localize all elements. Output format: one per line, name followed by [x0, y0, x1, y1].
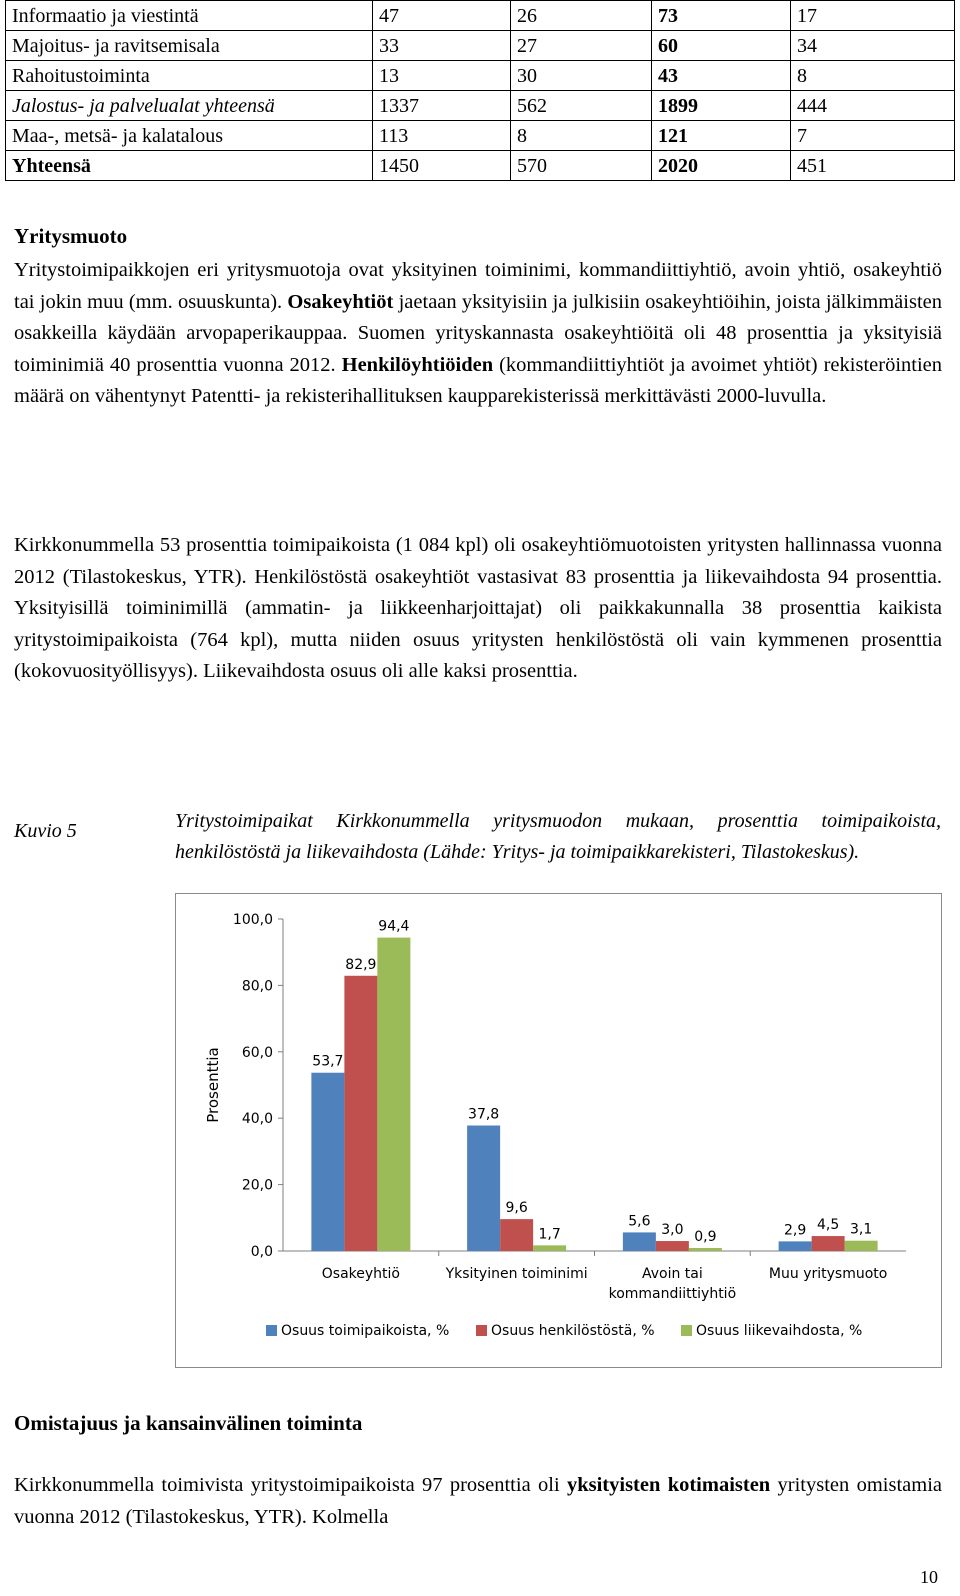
table-row [6, 61, 955, 91]
bar [779, 1241, 812, 1251]
table-cell-a: 13 [373, 61, 511, 91]
table-row [6, 121, 955, 151]
table-cell-total: 121 [652, 121, 791, 151]
table-cell-b: 30 [511, 61, 652, 91]
paragraph-yritysmuoto [14, 255, 942, 413]
table-cell-name: Rahoitustoiminta [6, 61, 373, 91]
bar [311, 1073, 344, 1251]
table-row [6, 31, 955, 61]
y-tick-label: 80,0 [241, 978, 273, 995]
table-row [6, 1, 955, 31]
table-cell-name: Informaatio ja viestintä [6, 1, 373, 31]
legend-label: Osuus henkilöstöstä, % [491, 1323, 655, 1339]
bar [344, 976, 377, 1251]
legend-label: Osuus toimipaikoista, % [281, 1323, 450, 1339]
paragraph-omistajuus [14, 1470, 942, 1533]
bar [377, 938, 410, 1251]
paragraph-bold-term: Henkilöyhtiöiden [341, 353, 494, 376]
bar-data-label: 53,7 [312, 1053, 344, 1070]
bar-data-label: 1,7 [538, 1226, 561, 1243]
table-cell-a: 33 [373, 31, 511, 61]
bar [656, 1241, 689, 1251]
table-cell-b: 27 [511, 31, 652, 61]
chart-canvas [176, 894, 943, 1369]
paragraph-text: yritysten omistamia vuonna 2012 (Tilastokeskus, YTR). Kolmella [14, 1474, 942, 1528]
bar-data-label: 4,5 [816, 1217, 840, 1234]
x-category-label: Avoin tai [641, 1266, 703, 1282]
bar-data-label: 0,9 [694, 1229, 717, 1246]
bar-data-label: 3,1 [849, 1221, 873, 1238]
bar-data-label: 3,0 [661, 1222, 684, 1239]
bar-data-label: 94,4 [378, 918, 410, 935]
bar [845, 1241, 878, 1251]
table-row [6, 91, 955, 121]
x-category-label: Osakeyhtiö [321, 1266, 400, 1282]
paragraph-text: Yritystoimipaikkojen eri yritysmuotoja ovat yksityinen toiminimi, kommandiittiyhtiö, avoin yhtiö, osakeyhtiö tai jokin muu (mm. osuuskunta). [14, 259, 942, 313]
table-cell-total: 2020 [652, 151, 791, 181]
section-heading-omistajuus: Omistajuus ja kansainvälinen toiminta [14, 1411, 363, 1435]
table-cell-d: 7 [791, 121, 955, 151]
table-row [6, 151, 955, 181]
bar-data-label: 2,9 [783, 1222, 807, 1239]
y-tick-label: 20,0 [241, 1177, 273, 1194]
table-cell-name: Maa-, metsä- ja kalatalous [6, 121, 373, 151]
bar-chart [175, 893, 942, 1368]
paragraph-bold-term: yksityisten kotimaisten [566, 1474, 771, 1496]
business-stats-table [5, 0, 955, 181]
table-cell-b: 26 [511, 1, 652, 31]
table-cell-b: 8 [511, 121, 652, 151]
table-cell-name: Yhteensä [6, 151, 373, 181]
x-category-label: kommandiittiyhtiö [608, 1286, 737, 1302]
y-tick-label: 40,0 [241, 1111, 273, 1128]
table-cell-d: 8 [791, 61, 955, 91]
bar [689, 1248, 722, 1251]
table-cell-a: 113 [373, 121, 511, 151]
table-cell-a: 1450 [373, 151, 511, 181]
table-cell-d: 444 [791, 91, 955, 121]
bar [500, 1219, 533, 1251]
y-tick-label: 60,0 [241, 1044, 273, 1061]
page-number: 10 [920, 1567, 938, 1587]
paragraph-text: jaetaan yksityisiin ja julkisiin osakeyhtiöihin, joista jälkimmäisten osakkeilla käydään arvopaperikauppaa. Suomen yrityskannasta osakeyhtiöitä oli 48 prosenttia ja yksityisiä toiminimiä 40 prosenttia vuonna 2012. [14, 290, 942, 376]
table-cell-d: 17 [791, 1, 955, 31]
table-cell-d: 451 [791, 151, 955, 181]
paragraph-text: Kirkkonummella toimivista yritystoimipaikoista 97 prosenttia oli [14, 1474, 567, 1496]
section-heading-yritysmuoto: Yritysmuoto [14, 224, 128, 248]
legend-swatch [476, 1325, 487, 1336]
table-cell-b: 562 [511, 91, 652, 121]
x-category-label: Muu yritysmuoto [768, 1266, 888, 1282]
table-cell-name: Majoitus- ja ravitsemisala [6, 31, 373, 61]
table-cell-total: 73 [652, 1, 791, 31]
bar-data-label: 82,9 [345, 956, 377, 973]
paragraph-kirkkonummi: Kirkkonummella 53 prosenttia toimipaikoista (1 084 kpl) oli osakeyhtiömuotoisten yritysten hallinnassa vuonna 2012 (Tilastokeskus, YTR). Henkilöstöstä osakeyhtiöt vastasivat 83 prosenttia ja liikevaihdosta 94 prosenttia. Yksityisillä toiminimillä (ammatin- ja liikkeenharjoittajat) oli paikkakunnalla 38 prosenttia kaikista yritystoimipaikoista (764 kpl), mutta niiden osuus yritysten henkilöstöstä oli vain kymmenen prosenttia (kokovuosityöllisyys). Liikevaihdosta osuus oli alle kaksi prosenttia. [14, 534, 942, 682]
bar [812, 1236, 845, 1251]
table-cell-name: Jalostus- ja palvelualat yhteensä [6, 91, 373, 121]
bar [533, 1245, 566, 1251]
legend-swatch [681, 1325, 692, 1336]
legend-label: Osuus liikevaihdosta, % [696, 1323, 863, 1339]
bar-data-label: 9,6 [505, 1200, 528, 1217]
bar [467, 1126, 500, 1251]
paragraph-text: (kommandiittiyhtiöt ja avoimet yhtiöt) rekisteröintien määrä on vähentynyt Patentti- ja rekisterihallituksen kaupparekisterissä merkittävästi 2000-luvulla. [14, 353, 943, 407]
figure-label: Kuvio 5 [14, 820, 77, 842]
figure-caption: Yritystoimipaikat Kirkkonummella yritysmuodon mukaan, prosenttia toimipaikoista, henkilöstöstä ja liikevaihdosta (Lähde: Yritys- ja toimipaikkarekisteri, Tilastokeskus). [175, 810, 941, 863]
bar-data-label: 5,6 [628, 1213, 651, 1230]
x-category-label: Yksityinen toiminimi [445, 1266, 588, 1282]
bar-data-label: 37,8 [468, 1106, 500, 1123]
y-axis-label: Prosenttia [204, 1047, 222, 1123]
table-cell-a: 1337 [373, 91, 511, 121]
y-tick-label: 100,0 [232, 912, 273, 928]
table-cell-total: 1899 [652, 91, 791, 121]
paragraph-bold-term: Osakeyhtiöt [287, 290, 394, 313]
y-tick-label: 0,0 [250, 1244, 273, 1260]
table-cell-total: 60 [652, 31, 791, 61]
table-cell-d: 34 [791, 31, 955, 61]
legend-swatch [266, 1325, 277, 1336]
table-cell-a: 47 [373, 1, 511, 31]
table-cell-total: 43 [652, 61, 791, 91]
bar [623, 1232, 656, 1251]
table-cell-b: 570 [511, 151, 652, 181]
